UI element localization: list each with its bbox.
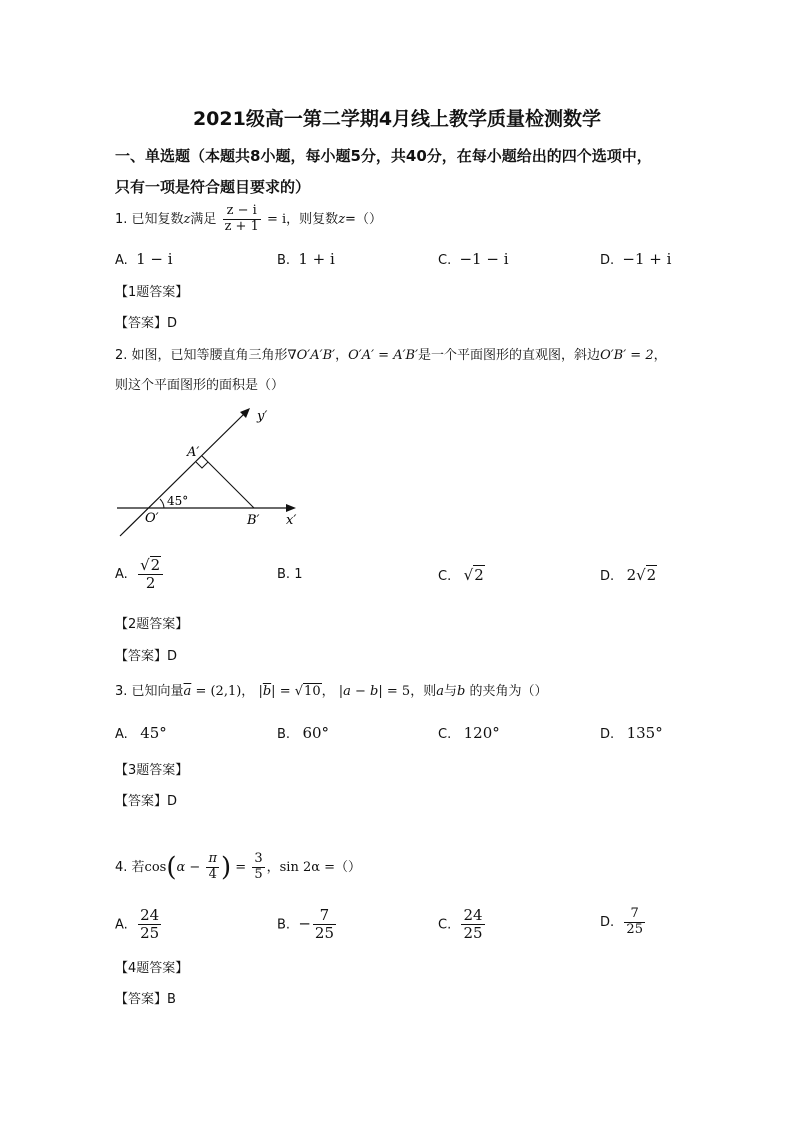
frac-den: 5 xyxy=(254,866,263,882)
option-fraction xyxy=(138,907,161,943)
option-label: B. xyxy=(277,567,291,582)
q2-triangle: ∇O′A′B′ xyxy=(287,348,336,363)
y-axis xyxy=(120,414,244,536)
q4-rhs-fraction xyxy=(252,852,264,883)
question-4-stem xyxy=(115,852,361,883)
frac-den: 25 xyxy=(314,924,334,943)
option-label: D. xyxy=(600,914,615,930)
sqrt-value: 2 xyxy=(150,556,161,574)
section-heading-line1: 一、单选题（本题共8小题，每小题5分，共40分，在每小题给出的四个选项中， xyxy=(115,147,652,165)
answer-value: D xyxy=(167,316,178,331)
frac-num: 3 xyxy=(254,851,263,866)
q1-prefix: 1. 已知复数 xyxy=(115,211,184,227)
q2-equal-sides: O′A′ = A′B′ xyxy=(348,348,419,363)
option-label: B. xyxy=(277,253,291,268)
q3-eq3: = 5 xyxy=(386,684,411,699)
q1-option-d[interactable] xyxy=(600,250,671,268)
q1-eq-rhs: = i xyxy=(266,211,287,227)
q3-option-d[interactable] xyxy=(600,724,663,742)
option-label: A. xyxy=(115,917,128,933)
option-value: 135° xyxy=(626,724,663,742)
q2-option-b[interactable] xyxy=(277,567,302,582)
point-a-label: A′ xyxy=(187,445,200,460)
answer-value: D xyxy=(167,649,178,664)
q4-prefix: 4. 若 xyxy=(115,859,145,875)
option-label: C. xyxy=(438,569,452,584)
page-title: 2021级高一第二学期4月线上教学质量检测数学 xyxy=(192,108,602,130)
q1-frac-den: z + 1 xyxy=(224,218,259,234)
frac-num: 24 xyxy=(140,906,160,924)
option-fraction xyxy=(313,907,336,943)
q1-ask-var: z xyxy=(338,211,346,227)
option-value: 1 + i xyxy=(298,250,335,268)
answer-label: 【答案】 xyxy=(115,649,168,664)
left-paren: ( xyxy=(166,852,177,883)
option-value: 60° xyxy=(302,724,330,742)
option-label: A. xyxy=(115,566,128,582)
answer-label: 【答案】 xyxy=(115,316,168,331)
coef: 2 xyxy=(626,566,637,584)
option-fraction xyxy=(138,556,163,593)
section-heading-line2: 只有一项是符合题目要求的） xyxy=(115,178,311,196)
q2-figure xyxy=(110,400,310,540)
q4-answer-tag: 【4题答案】 xyxy=(115,961,189,976)
q3-suffix: 的夹角为（） xyxy=(469,684,548,699)
vector-diff-abs: a − b xyxy=(343,684,379,699)
segment-a-b xyxy=(202,456,254,508)
option-value: 2√2 xyxy=(626,566,657,584)
q1-var: z xyxy=(183,211,191,227)
option-value: √2 xyxy=(463,566,484,584)
option-label: D. xyxy=(600,569,615,584)
vector-b-ref: b xyxy=(457,684,466,699)
q3-answer xyxy=(115,790,177,809)
q1-ask: =（） xyxy=(345,211,382,227)
right-paren: ) xyxy=(220,852,232,883)
option-label: C. xyxy=(438,917,452,933)
frac-num: √2 xyxy=(138,556,163,575)
option-label: B. xyxy=(277,917,291,933)
point-o-label: O′ xyxy=(145,511,159,526)
q1-suffix: ，则复数 xyxy=(286,211,339,227)
answer-value: B xyxy=(167,992,176,1007)
y-axis-label: y′ xyxy=(257,409,268,424)
q2-answer-tag: 【2题答案】 xyxy=(115,617,189,632)
q2-hypotenuse: O′B′ = 2 xyxy=(600,348,654,363)
frac-den: 2 xyxy=(145,574,156,593)
option-value: 120° xyxy=(463,724,500,742)
angle-arc-icon xyxy=(160,499,164,508)
q4-answer xyxy=(115,988,176,1007)
q4-sep: ， xyxy=(266,859,280,875)
angle-label: 45° xyxy=(167,494,189,508)
q3-mid: ，则 xyxy=(410,684,437,699)
option-label: D. xyxy=(600,253,615,268)
question-2-stem-line2: 则这个平面图形的面积是（） xyxy=(115,378,285,393)
q4-pi-fraction xyxy=(206,852,219,883)
right-angle-icon xyxy=(196,462,208,468)
frac-den: 25 xyxy=(463,924,483,943)
q4-sin: sin 2α =（） xyxy=(279,859,362,875)
x-axis-label: x′ xyxy=(286,513,297,528)
q1-option-a[interactable] xyxy=(115,250,173,268)
q3-eq2: = xyxy=(279,684,291,699)
sqrt-value: 2 xyxy=(474,566,484,584)
q2-answer xyxy=(115,645,177,664)
q2-text-b: ， xyxy=(335,348,349,363)
vector-b-abs: $\overline{b}$ xyxy=(262,684,272,699)
option-value: 45° xyxy=(140,724,167,742)
option-label: A. xyxy=(115,253,128,268)
frac-num: 7 xyxy=(624,907,645,923)
option-value: 1 − i xyxy=(136,250,173,268)
frac-den: 4 xyxy=(208,866,217,882)
q4-option-b[interactable] xyxy=(277,907,338,943)
q2-text-a: 2. 如图，已知等腰直角三角形 xyxy=(115,348,288,363)
q3-and: 与 xyxy=(443,684,457,699)
q3-eq1: = (2,1) xyxy=(195,684,242,699)
frac-num: 7 xyxy=(313,907,336,925)
option-value: −1 + i xyxy=(622,250,672,268)
vector-a: $\overline{a}$ xyxy=(183,684,192,699)
option-label: C. xyxy=(438,727,452,742)
q3-option-a[interactable] xyxy=(115,724,167,742)
x-axis-arrow-icon xyxy=(286,504,296,512)
q2-text-c: 是一个平面图形的直观图，斜边 xyxy=(418,348,601,363)
q4-cos: cos xyxy=(144,859,167,875)
frac-num: 24 xyxy=(463,906,483,924)
q2-text-d: ， xyxy=(653,348,667,363)
q1-option-b[interactable] xyxy=(277,250,335,268)
q4-option-c[interactable] xyxy=(438,907,487,943)
q2-option-d[interactable] xyxy=(600,565,657,584)
answer-value: D xyxy=(167,794,178,809)
option-label: B. xyxy=(277,727,291,742)
q2-option-c[interactable] xyxy=(438,565,485,584)
q3-prefix: 3. 已知向量 xyxy=(115,684,184,699)
option-label: A. xyxy=(115,727,128,742)
option-label: C. xyxy=(438,253,452,268)
point-b-label: B′ xyxy=(247,513,260,528)
q2-option-a[interactable] xyxy=(115,556,165,593)
answer-label: 【答案】 xyxy=(115,794,168,809)
option-fraction xyxy=(461,907,484,943)
option-fraction xyxy=(624,907,645,938)
q3-sep1: ， xyxy=(241,684,255,699)
q3-option-b[interactable] xyxy=(277,724,329,742)
frac-den: 25 xyxy=(140,924,160,943)
q4-option-d[interactable] xyxy=(600,907,647,938)
answer-label: 【答案】 xyxy=(115,992,168,1007)
frac-num: π xyxy=(208,851,217,866)
q1-fraction xyxy=(223,204,261,235)
q1-frac-num: z − i xyxy=(223,204,261,220)
sqrt-value: 2 xyxy=(646,566,657,584)
q4-alpha: α − xyxy=(176,859,201,875)
question-2-stem-line1 xyxy=(115,344,667,363)
q3-answer-tag: 【3题答案】 xyxy=(115,763,189,778)
q1-cond: 满足 xyxy=(190,211,217,227)
q1-answer-tag: 【1题答案】 xyxy=(115,285,189,300)
q4-option-a[interactable] xyxy=(115,907,163,943)
q1-answer xyxy=(115,312,177,331)
vector-a-ref: a xyxy=(436,684,444,699)
sqrt-value: 10 xyxy=(304,684,321,699)
frac-den: 25 xyxy=(626,921,643,937)
q3-option-c[interactable] xyxy=(438,724,500,742)
question-3-stem: 3. 已知向量$\overline{a} = (2,1)$， $|\overline{b}| = √10$， |a − b| = 5，则a与b 的夹角为（） xyxy=(115,684,548,699)
question-1-stem xyxy=(115,204,382,235)
option-value: −1 − i xyxy=(459,250,509,268)
option-sign: − xyxy=(298,914,311,933)
option-value: 1 xyxy=(294,567,303,582)
q4-eq: = xyxy=(235,859,247,875)
option-label: D. xyxy=(600,727,615,742)
q3-sep2: ， xyxy=(321,684,335,699)
q1-option-c[interactable] xyxy=(438,250,509,268)
